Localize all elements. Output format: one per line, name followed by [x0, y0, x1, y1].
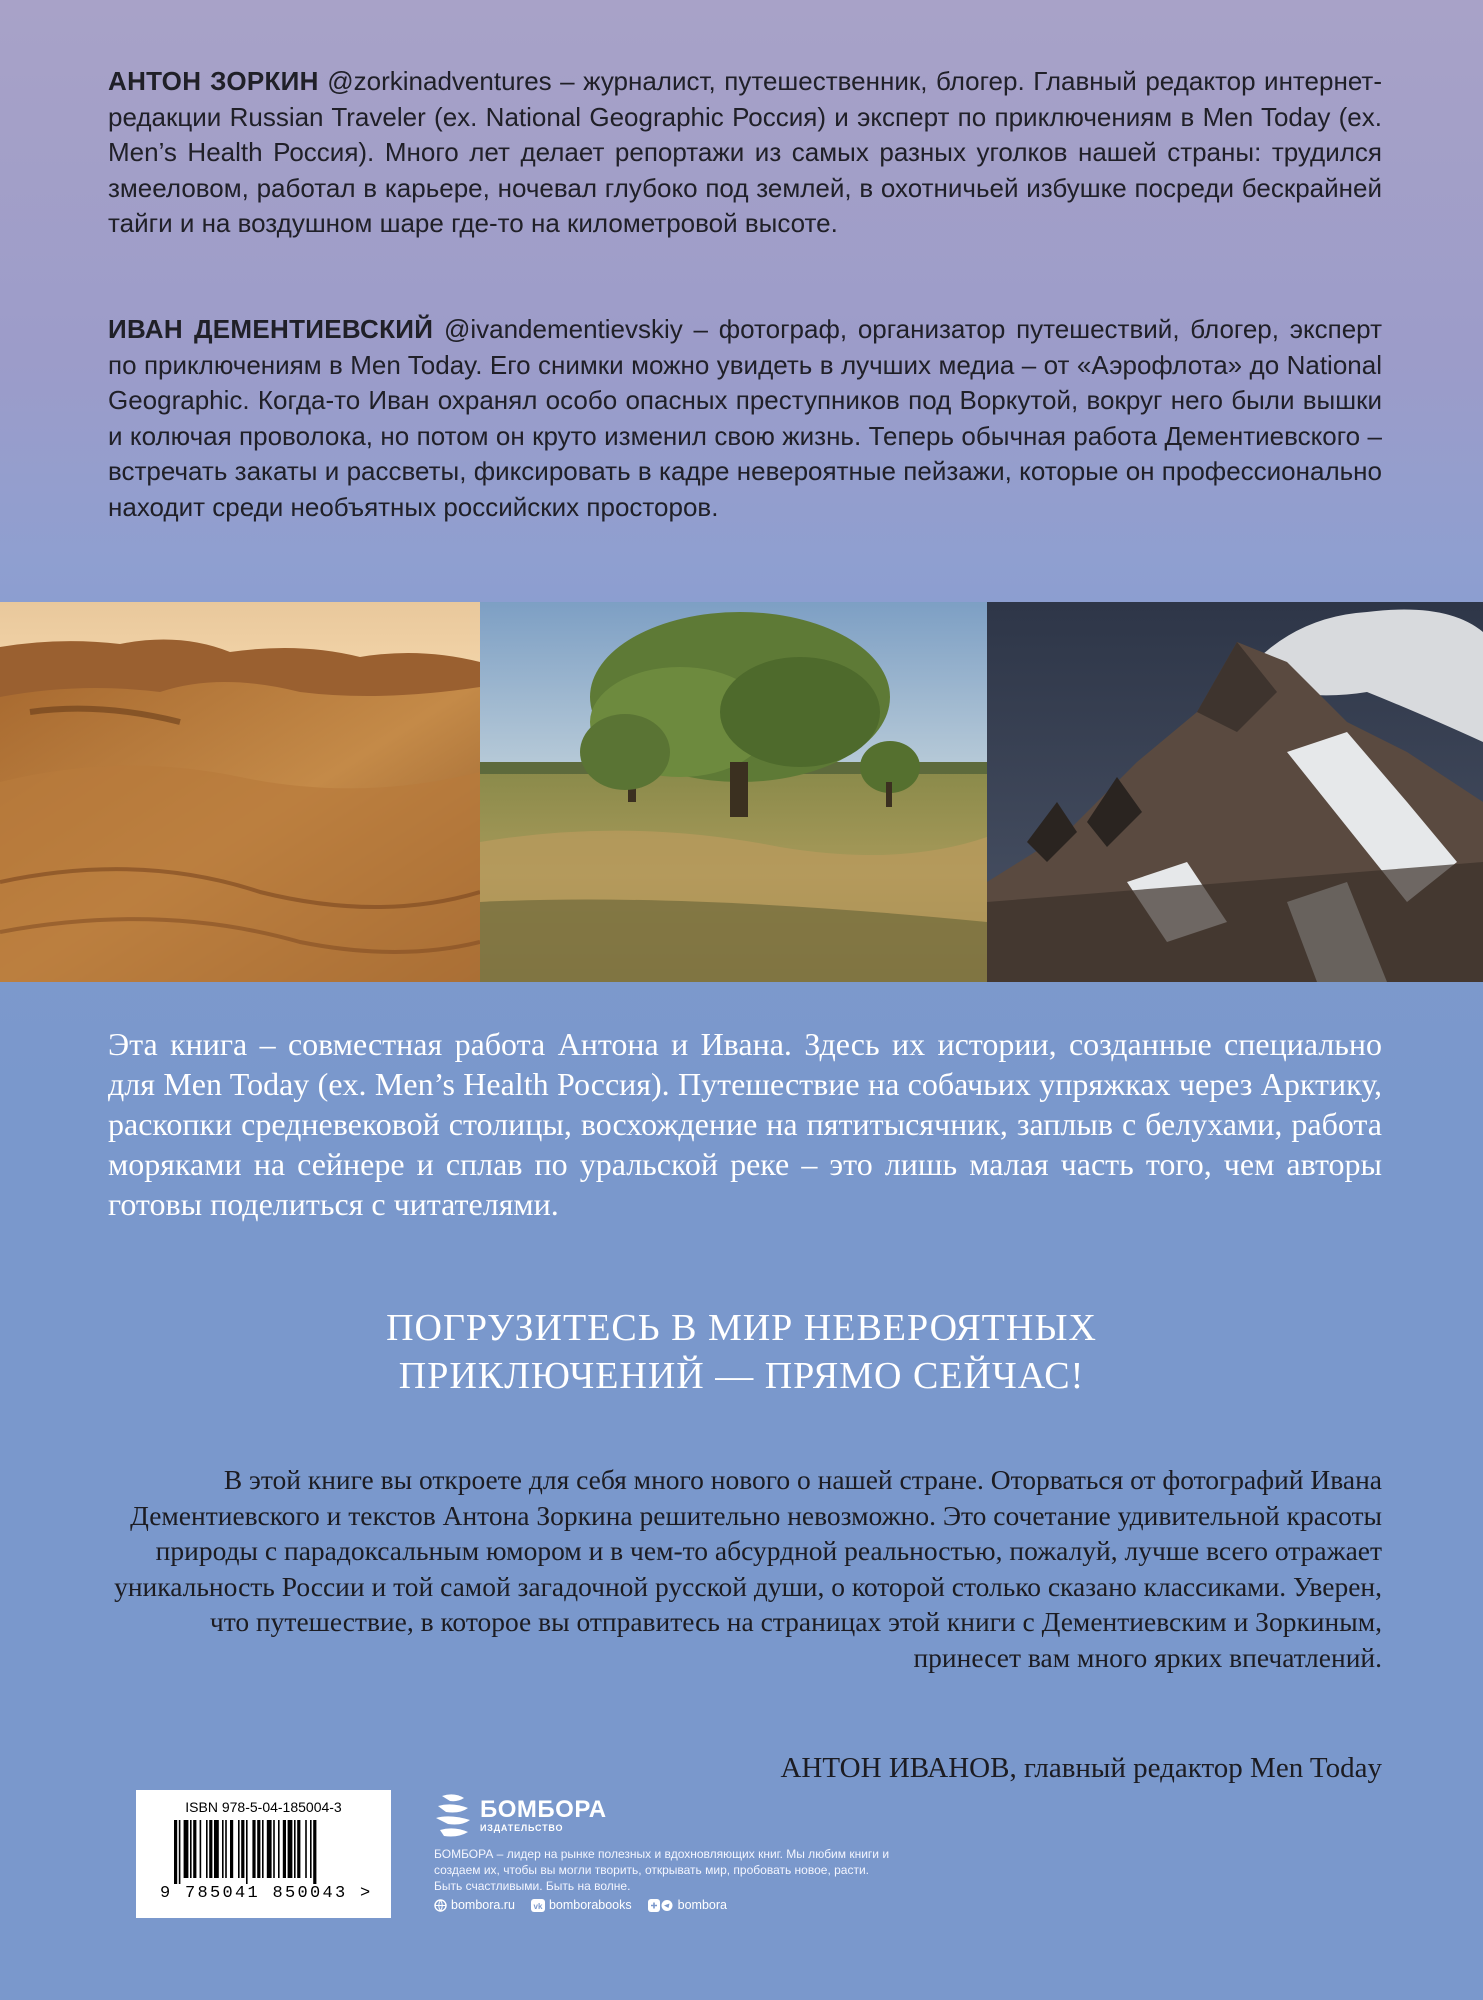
barcode-bar: [246, 1820, 248, 1884]
publisher-subtitle: ИЗДАТЕЛЬСТВО: [480, 1822, 564, 1833]
author-name: АНТОН ЗОРКИН: [108, 66, 319, 96]
barcode-bar: [184, 1820, 189, 1878]
editor-quote: В этой книге вы откроете для себя много нового о нашей стране. Оторваться от фотографий Ивана Дементиевского и текстов Антона Зоркина решительно невозможно. Это сочетание удивительной красоты природы с парадоксальным юмором и в чем-то абсурдной реальностью, пожалуй, лучше всего отражает уникальность России и той самой загадочной русской души, о которой столько сказано классиками. Уверен, что путешествие, в которое вы отправитесь на страницах этой книги с Дементиевским и Зоркиным, принесет вам много ярких впечатлений.: [114, 1464, 1382, 1673]
author-bio-text: @ivandementievskiy – фотограф, организатор путешествий, блогер, эксперт по приключениям в Men Today. Его снимки можно увидеть в лучших медиа – от «Аэрофлота» до National Geographic. Когда-то Иван охранял особо опасных преступников под Воркутой, вокруг него были вышки и колючая проволока, но потом он круто изменил свою жизнь. Теперь обычная работа Дементиевского – встречать закаты и рассветы, фиксировать в кадре невероятные пейзажи, которые он профессионально находит среди необъятных российских просторов.: [108, 314, 1382, 522]
barcode-bar: [206, 1820, 208, 1878]
slogan-line-2: ПРИКЛЮЧЕНИЙ — ПРЯМО СЕЙЧАС!: [398, 1355, 1085, 1397]
barcode-bar: [252, 1820, 255, 1878]
barcode-bar: [174, 1820, 177, 1884]
barcode-digits: 9 785041 850043 >: [160, 1884, 373, 1903]
vk-link[interactable]: [531, 1898, 632, 1912]
website-link-label: bombora.ru: [451, 1898, 515, 1912]
author-bio-text: @zorkinadventures – журналист, путешественник, блогер. Главный редактор интернет-редакции Russian Traveler (ex. National Geographic Россия) и эксперт по приключениям в Men Today (ex. Men’s Health Россия). Много лет делает репортажи из самых разных уголков нашей страны: трудился змееловом, работал в карьере, ночевал глубоко под землей, в охотничьей избушке посреди бескрайней тайги и на воздушном шаре где-то на километровой высоте.: [108, 66, 1382, 238]
author-name: ИВАН ДЕМЕНТИЕВСКИЙ: [108, 314, 434, 344]
telegram-link[interactable]: [648, 1898, 727, 1912]
book-summary: Эта книга – совместная работа Антона и Ивана. Здесь их истории, созданные специально для Men Today (ex. Men’s Health Россия). Путешествие на собачьих упряжках через Арктику, раскопки средневековой столицы, восхождение на пятитысячник, заплыв с белухами, работа моряками на сейнере и сплав по уральской реке – это лишь малая часть того, чем авторы готовы поделиться с читателями.: [108, 1026, 1382, 1222]
barcode-bar: [283, 1820, 286, 1878]
quote-author-name: АНТОН ИВАНОВ: [780, 1752, 1010, 1784]
barcode-bar: [222, 1820, 224, 1878]
barcode-bar: [238, 1820, 240, 1878]
svg-text:vk: vk: [533, 1901, 543, 1911]
website-link[interactable]: [434, 1898, 515, 1912]
barcode-bar: [225, 1820, 227, 1878]
author-bio-dementievskiy: [108, 312, 1382, 525]
vk-icon: [531, 1899, 545, 1912]
barcode-bar: [257, 1820, 260, 1878]
isbn-number: ISBN 978-5-04-185004-3: [185, 1799, 342, 1815]
barcode-bar: [209, 1820, 212, 1878]
barcode-bar: [313, 1820, 316, 1884]
barcode-bars: [174, 1820, 364, 1884]
isbn-barcode: [136, 1790, 391, 1918]
barcode-bar: [262, 1820, 264, 1878]
quote-author-role: , главный редактор Men Today: [1009, 1752, 1382, 1784]
barcode-bar: [294, 1820, 296, 1878]
author-bio-zorkin: [108, 64, 1382, 242]
publisher-links: [434, 1898, 894, 1912]
barcode-bar: [310, 1820, 312, 1878]
globe-icon: [434, 1899, 447, 1912]
barcode-bar: [200, 1820, 202, 1878]
barcode-bar: [241, 1820, 244, 1878]
telegram-link-label: bombora: [677, 1898, 727, 1912]
publisher-name: БОМБОРА: [480, 1795, 607, 1823]
desert-photo: [0, 602, 480, 982]
barcode-bar: [273, 1820, 275, 1878]
barcode-bar: [230, 1820, 233, 1878]
photo-strip: [0, 602, 1483, 982]
barcode-bar: [193, 1820, 196, 1878]
barcode-bar: [190, 1820, 192, 1878]
mountain-photo: [987, 602, 1483, 982]
barcode-bar: [297, 1820, 300, 1878]
publisher-logo: [434, 1790, 894, 1840]
vk-link-label: bomborabooks: [548, 1898, 632, 1912]
tree-photo: [480, 602, 987, 982]
barcode-bar: [278, 1820, 280, 1878]
barcode-bar: [305, 1820, 307, 1878]
slogan-line-1: ПОГРУЗИТЕСЬ В МИР НЕВЕРОЯТНЫХ: [386, 1307, 1097, 1349]
barcode-bar: [179, 1820, 181, 1884]
quote-author: [108, 1750, 1382, 1786]
publisher-description: БОМБОРА – лидер на рынке полезных и вдохновляющих книг. Мы любим книги и создаем их, чтобы вы могли творить, открывать мир, пробовать новое, расти. Быть счастливыми. Быть на волне.: [434, 1847, 890, 1893]
bombora-logo-icon: [434, 1792, 474, 1838]
barcode-bar: [288, 1820, 293, 1878]
publisher-block: [434, 1790, 894, 1912]
telegram-icon: [648, 1899, 674, 1912]
slogan: [0, 1304, 1483, 1400]
barcode-bar: [267, 1820, 272, 1878]
barcode-bar: [214, 1820, 219, 1878]
